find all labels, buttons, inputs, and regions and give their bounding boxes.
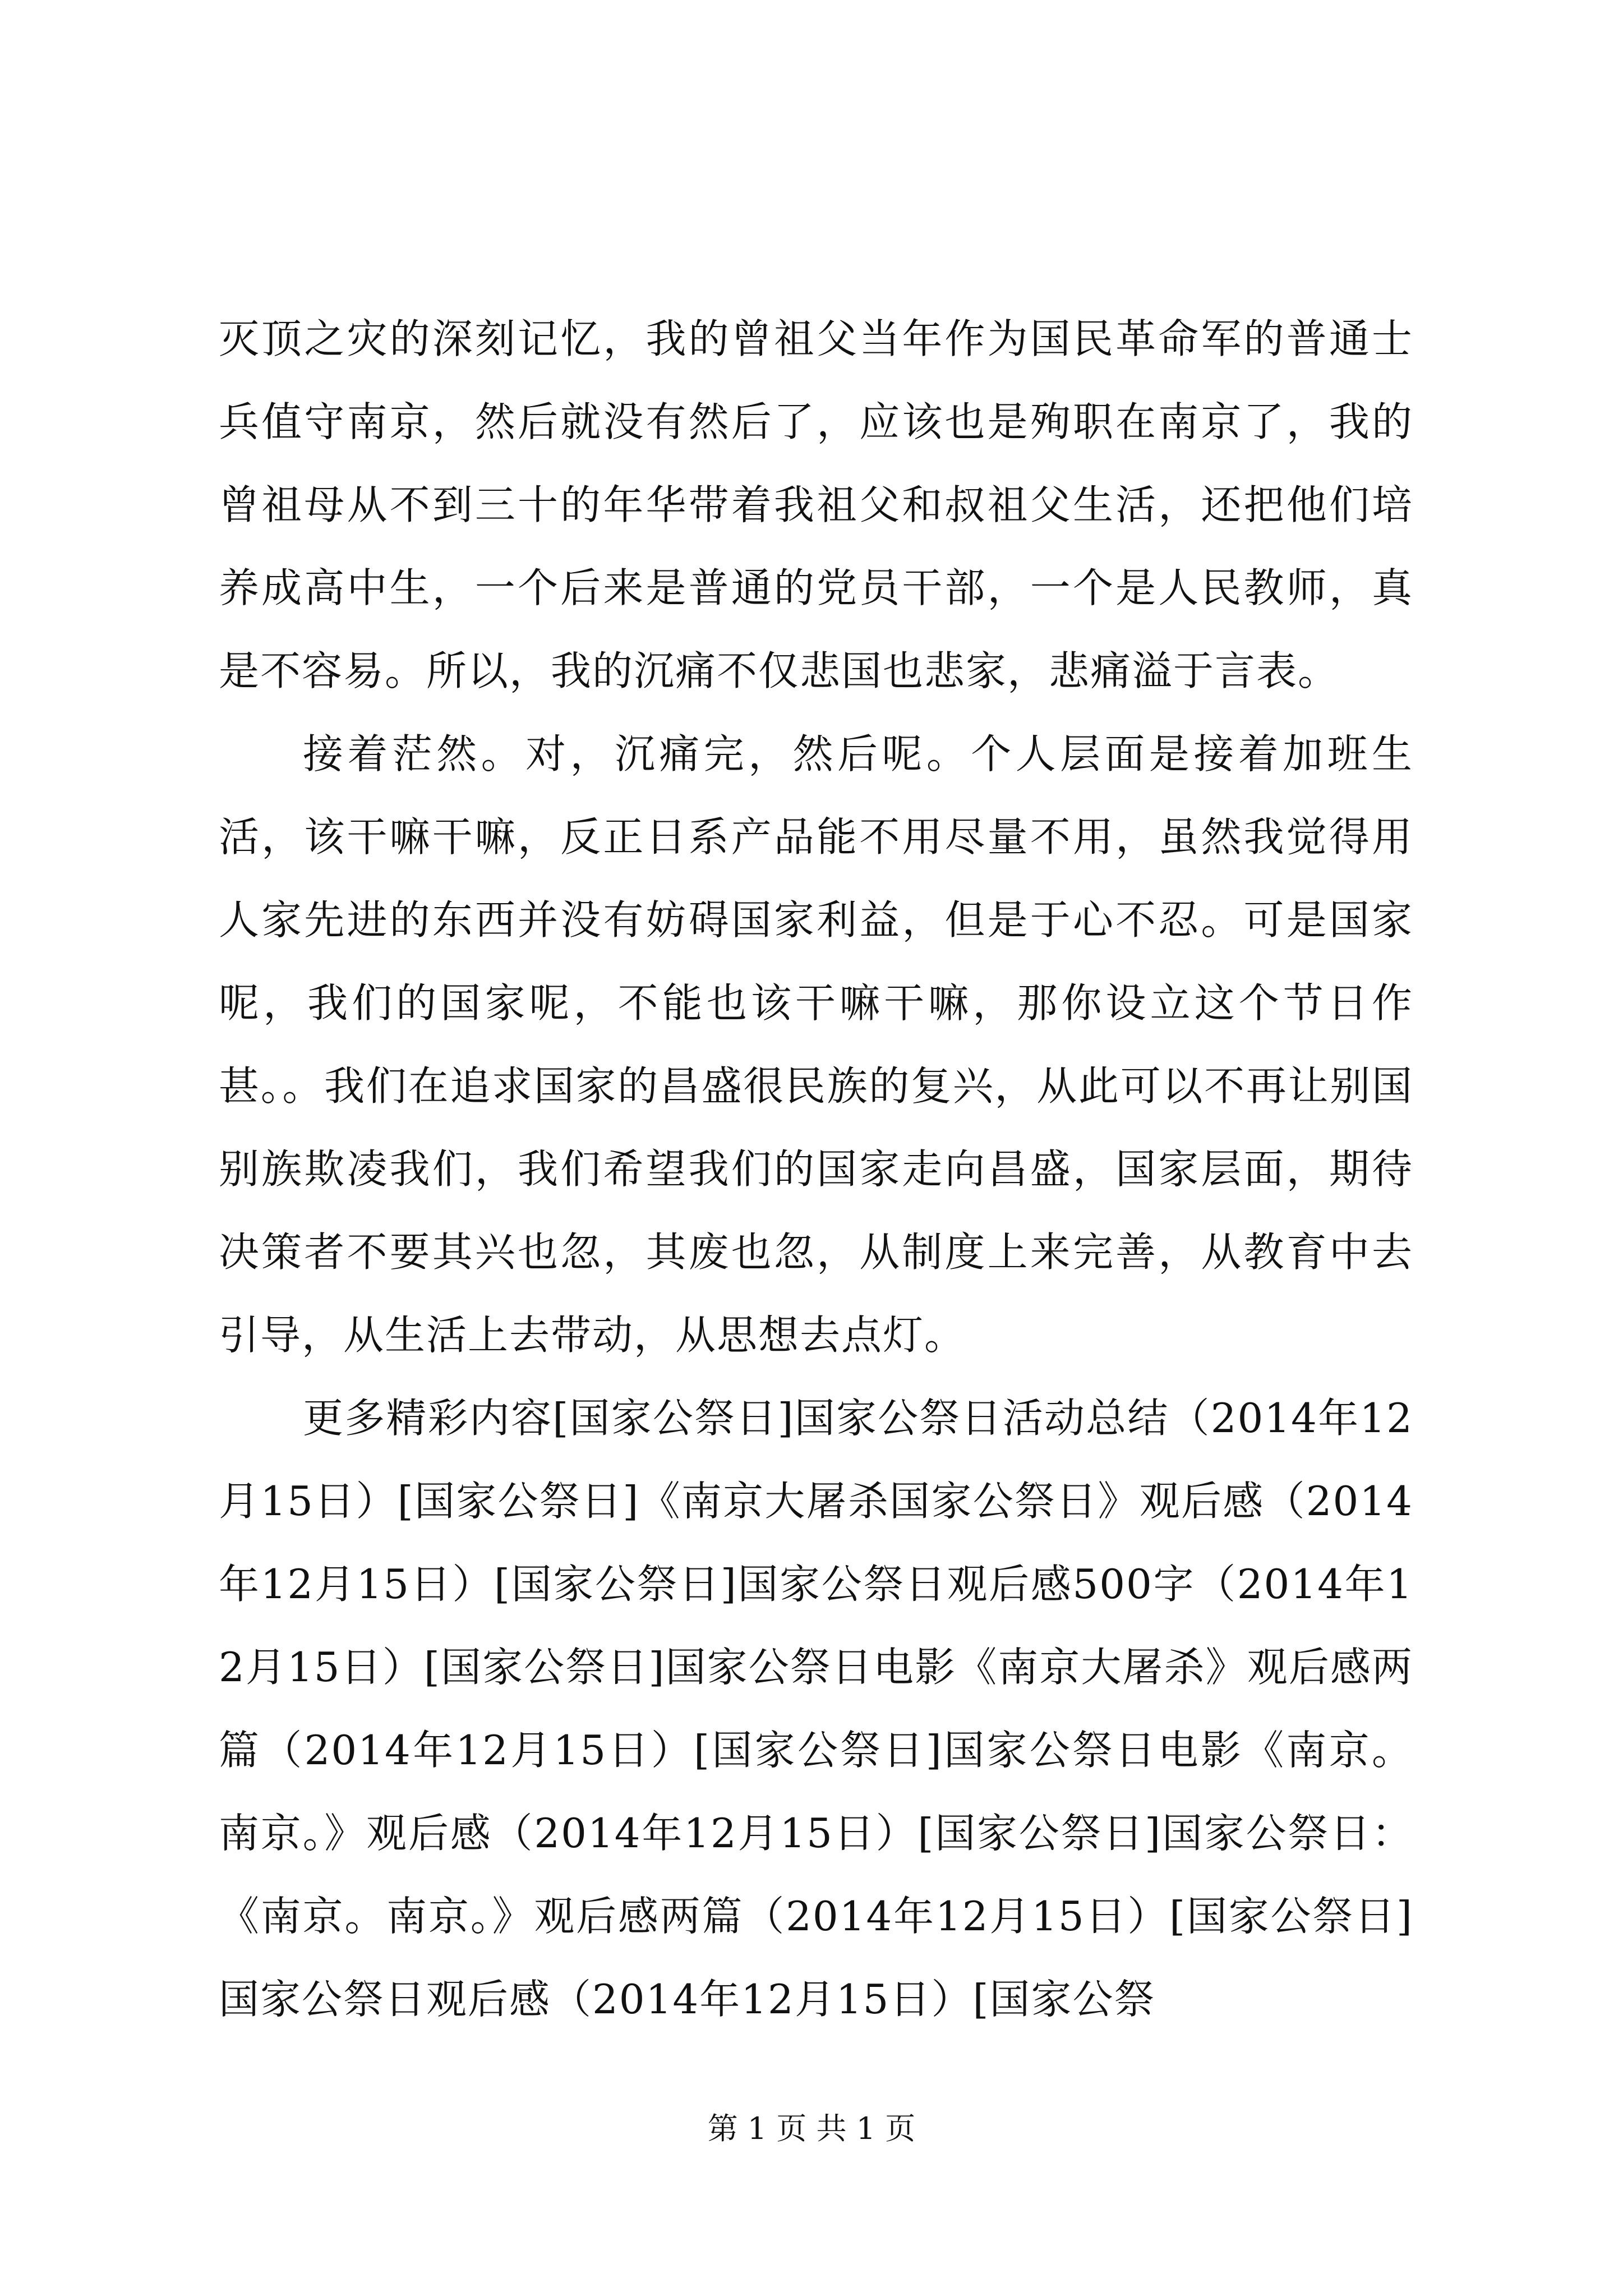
paragraph-1: 灭顶之灾的深刻记忆，我的曾祖父当年作为国民革命军的普通士兵值守南京，然后就没有然后了，应该也是殉职在南京了，我的曾祖母从不到三十的年华带着我祖父和叔祖父生活，还把他们培养成高中生，一个后来是普通的党员干部，一个是人民教师，真是不容易。所以，我的沉痛不仅悲国也悲家，悲痛溢于言表。 <box>219 315 1413 694</box>
paragraph-2: 接着茫然。对，沉痛完，然后呢。个人层面是接着加班生活，该干嘛干嘛，反正日系产品能不用尽量不用，虽然我觉得用人家先进的东西并没有妨碍国家利益，但是于心不忍。可是国家呢，我们的国家呢，不能也该干嘛干嘛，那你设立这个节日作甚。。我们在追求国家的昌盛很民族的复兴，从此可以不再让别国别族欺凌我们，我们希望我们的国家走向昌盛，国家层面，期待决策者不要其兴也忽，其废也忽，从制度上来完善，从教育中去引导，从生活上去带动，从思想去点灯。 <box>219 730 1413 1359</box>
document-body <box>219 297 1413 2041</box>
page-footer: 第 1 页 共 1 页 <box>707 2111 916 2146</box>
paragraph-3: 更多精彩内容[国家公祭日]国家公祭日活动总结（2014年12月15日）[国家公祭日]《南京大屠杀国家公祭日》观后感（2014年12月15日）[国家公祭日]国家公祭日观后感500字（2014年12月15日）[国家公祭日]国家公祭日电影《南京大屠杀》观后感两篇（2014年12月15日）[国家公祭日]国家公祭日电影《南京。南京。》观后感（2014年12月15日）[国家公祭日]国家公祭日：《南京。南京。》观后感两篇（2014年12月15日）[国家公祭日]国家公祭日观后感（2014年12月15日）[国家公祭 <box>219 1395 1413 2023</box>
